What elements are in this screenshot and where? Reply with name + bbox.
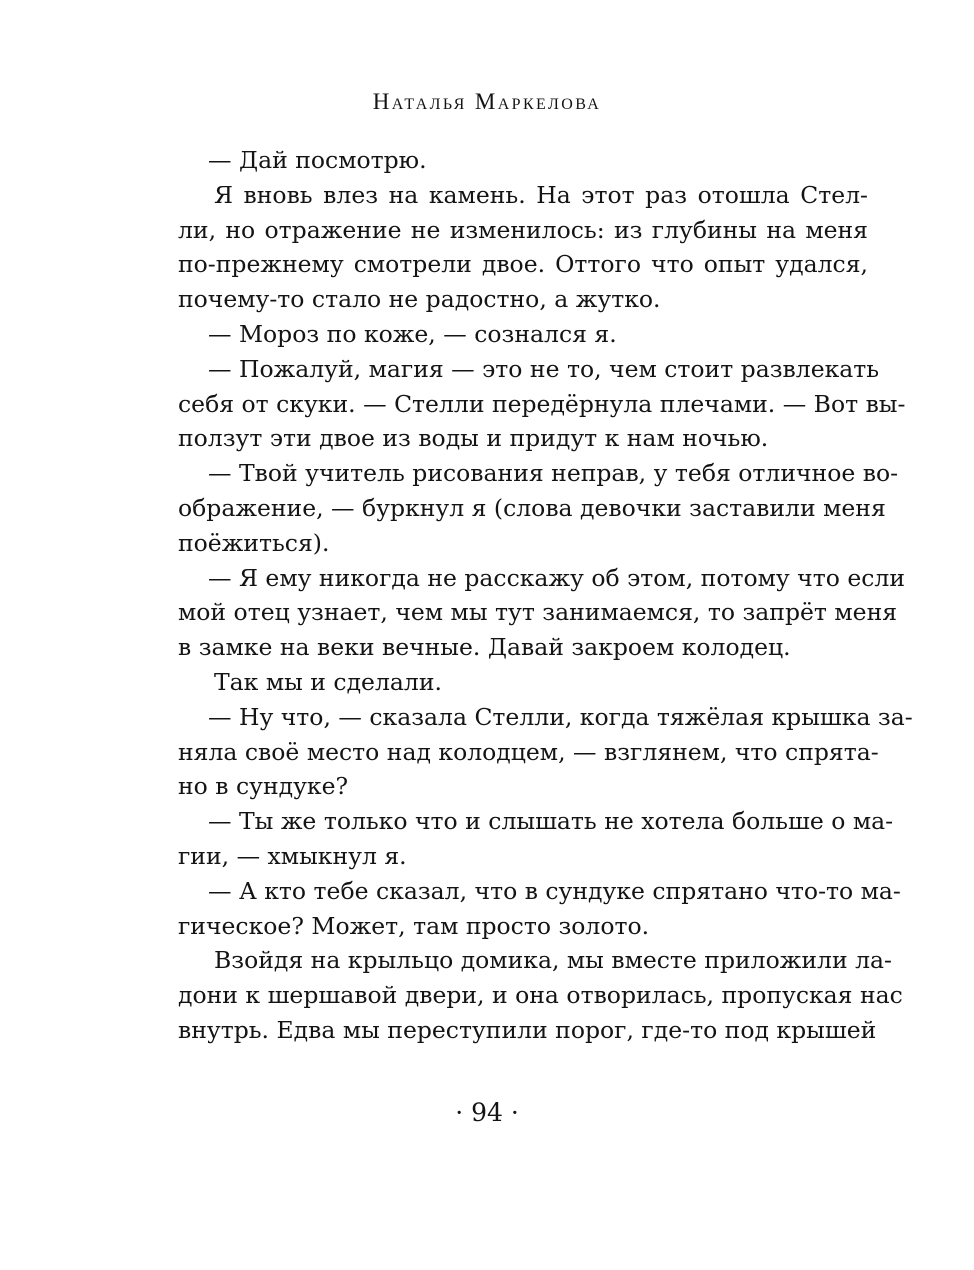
text-line: — Твой учитель рисования неправ, у тебя отличное во- xyxy=(208,459,899,488)
text-line: — Мороз по коже, — сознался я. xyxy=(208,319,617,348)
text-line: мой отец узнает, чем мы тут занимаемся, то запрёт меня xyxy=(178,598,898,627)
text-line: по-прежнему смотрели двое. Оттого что опыт удался, xyxy=(178,250,868,279)
text-line: — Ты же только что и слышать не хотела больше о ма- xyxy=(208,807,894,836)
text-line: гии, — хмыкнул я. xyxy=(178,841,407,870)
text-line: ображение, — буркнул я (слова девочки заставили меня xyxy=(178,493,886,522)
text-line: ли, но отражение не изменилось: из глубины на меня xyxy=(178,215,868,244)
text-line: дони к шершавой двери, и она отворилась, пропуская нас xyxy=(178,981,903,1010)
text-line: ползут эти двое из воды и придут к нам ночью. xyxy=(178,424,769,453)
text-line: — А кто тебе сказал, что в сундуке спрятано что-то ма- xyxy=(208,876,901,905)
text-line: Взойдя на крыльцо домика, мы вместе приложили ла- xyxy=(214,946,892,975)
text-line: няла своё место над колодцем, — взглянем, что спрята- xyxy=(178,737,879,766)
text-line: себя от скуки. — Стелли передёрнула плечами. — Вот вы- xyxy=(178,389,906,418)
text-line: почему-то стало не радостно, а жутко. xyxy=(178,285,661,314)
text-line: — Ну что, — сказала Стелли, когда тяжёлая крышка за- xyxy=(208,702,913,731)
running-head-author: Наталья Маркелова xyxy=(372,89,602,114)
text-line: Так мы и сделали. xyxy=(214,667,442,696)
text-line: — Дай посмотрю. xyxy=(208,146,427,174)
text-line: в замке на веки вечные. Давай закроем колодец. xyxy=(178,633,791,662)
text-line: внутрь. Едва мы переступили порог, где-то под крышей xyxy=(178,1015,877,1044)
text-line: гическое? Может, там просто золото. xyxy=(178,911,650,940)
text-line: поёжиться). xyxy=(178,528,330,557)
body-text xyxy=(178,143,913,1048)
page-number: · 94 · xyxy=(455,1098,519,1127)
text-line: — Я ему никогда не расскажу об этом, потому что если xyxy=(208,563,906,592)
text-line: но в сундуке? xyxy=(178,772,349,801)
text-line: — Пожалуй, магия — это не то, чем стоит развлекать xyxy=(208,354,880,383)
text-line: Я вновь влез на камень. На этот раз отошла Стел- xyxy=(214,180,868,209)
